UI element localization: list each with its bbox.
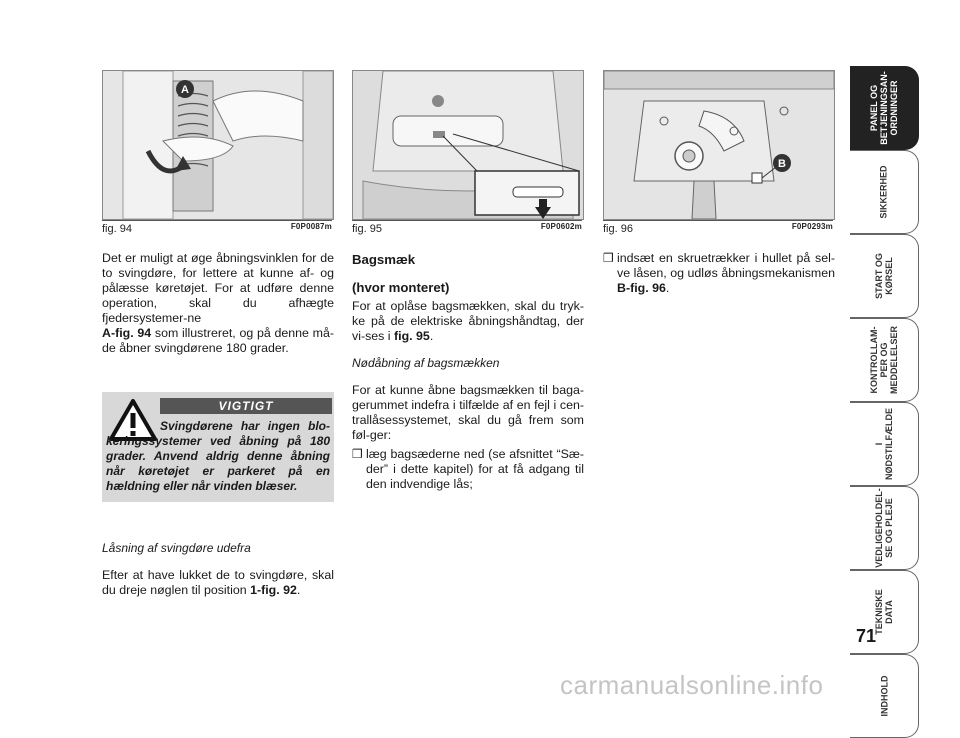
subheading: Låsning af svingdøre udefra: [102, 541, 251, 555]
bullet-text: læg bagsæderne ned (se afsnittet “Sæ-der” i dette kapitel) for at få adgang til den indvendige lås;: [366, 447, 584, 491]
section-heading-sub: (hvor monteret): [352, 280, 450, 295]
subheading: Nødåbning af bagsmækken: [352, 356, 500, 370]
column-1-lower: [102, 541, 334, 610]
figure-94-caption: [102, 220, 332, 237]
tab-label: START OG KØRSEL: [874, 253, 894, 299]
bullet-item: [603, 251, 835, 296]
tab-start-og-korsel[interactable]: [850, 234, 919, 318]
figure-reference: A-fig. 94: [102, 326, 152, 340]
figure-reference: B-fig. 96: [617, 281, 666, 295]
tab-indhold[interactable]: [850, 654, 919, 738]
tab-nodstilfaelde[interactable]: [850, 402, 919, 486]
marker-a-label: A: [181, 84, 189, 96]
tab-label: VEDLIGEHOLDEL- SE OG PLEJE: [874, 488, 895, 568]
bullet-text: .: [665, 281, 670, 295]
page-number: 71: [856, 626, 877, 646]
paragraph-text: For at oplåse bagsmækken, skal du tryk-ke på de elektriske åbningshåndtag, der vi-ses i: [352, 299, 584, 343]
paragraph-text: som illustreret, og på denne må-de åbner svingdørene 180 grader.: [102, 326, 334, 355]
figure-95: [352, 70, 584, 220]
figure-95-illustration: [353, 71, 583, 219]
figure-number: fig. 95: [352, 223, 382, 235]
warning-title: VIGTIGT: [160, 398, 332, 414]
checkbox-bullet-icon: ❒: [603, 251, 614, 265]
figure-reference: fig. 95: [394, 329, 430, 343]
figure-96-illustration: [604, 71, 834, 219]
paragraph: [102, 251, 334, 356]
tab-label: I NØDSTILFÆLDE: [874, 408, 894, 480]
paragraph-text: .: [429, 329, 434, 343]
paragraph: [102, 568, 334, 598]
figure-code: F0P0087m: [290, 222, 332, 231]
tab-panel-og-betjeningsanordninger[interactable]: [850, 66, 919, 150]
checkbox-bullet-icon: ❒: [352, 447, 363, 461]
tab-sikkerhed[interactable]: [850, 150, 919, 234]
figure-94-illustration: [103, 71, 333, 219]
column-2: [352, 252, 584, 504]
tab-label: INDHOLD: [879, 675, 889, 717]
tab-vedligeholdelse[interactable]: [850, 486, 919, 570]
figure-96-caption: [603, 220, 833, 237]
tab-label: PANEL OG BETJENINGSAN- ORDNINGER: [869, 71, 900, 145]
paragraph: For at kunne åbne bagsmækken til baga-gerummet indefra i tilfælde af en fejl i cen-trallåsessystemet, skal du gå frem som føl-ger:: [352, 383, 584, 442]
paragraph-text: .: [296, 583, 301, 597]
section-heading: Bagsmæk: [352, 252, 416, 267]
figure-number: fig. 96: [603, 223, 633, 235]
tab-label: TEKNISKE DATA: [873, 589, 894, 635]
watermark: carmanualsonline.info: [560, 670, 824, 700]
figure-94: [102, 70, 334, 220]
warning-text: Svingdørene har ingen blo-keringssystemer ved åbning på 180 grader. Anvend aldrig denne åbning når køretøjet er parkeret på en hældning eller når vinden blæser.: [106, 419, 330, 493]
tab-label: KONTROLLAM- PER OG MEDDELELSER: [869, 325, 900, 395]
figure-code: F0P0602m: [540, 222, 582, 231]
marker-b-label: B: [778, 158, 786, 170]
figure-95-caption: [352, 220, 582, 237]
column-3: [603, 251, 835, 308]
tab-label: SIKKERHED: [878, 165, 889, 219]
figure-number: fig. 94: [102, 223, 132, 235]
paragraph-text: Efter at have lukket de to svingdøre, skal du dreje nøglen til position: [102, 568, 334, 597]
figure-code: F0P0293m: [791, 222, 833, 231]
paragraph: [352, 299, 584, 344]
paragraph-text: Det er muligt at øge åbningsvinklen for de to svingdøre, for lettere at kunne af- og pålæsse køretøjet. For at udføre denne operation, skal du afhægte fjedersystemer-ne: [102, 251, 334, 325]
bullet-text: indsæt en skruetrækker i hullet på sel-ve låsen, og udløs åbningsmekanismen: [617, 251, 835, 280]
column-1: [102, 251, 334, 368]
bullet-item: [352, 447, 584, 492]
figure-reference: 1-fig. 92: [250, 583, 297, 597]
warning-box: [102, 392, 334, 502]
figure-96: [603, 70, 835, 220]
tab-kontrollamper[interactable]: [850, 318, 919, 402]
